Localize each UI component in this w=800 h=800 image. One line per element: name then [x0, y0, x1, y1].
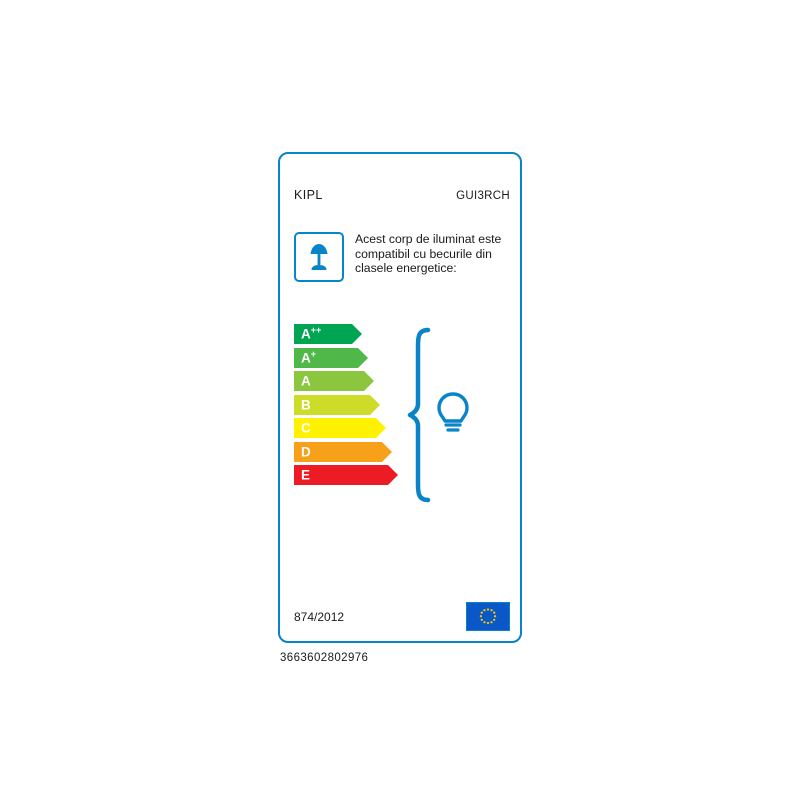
energy-class-label: B	[301, 397, 311, 413]
energy-class-label: D	[301, 444, 311, 460]
energy-class-label: A	[301, 326, 311, 342]
energy-class-label: C	[301, 420, 311, 436]
energy-class-row	[294, 418, 376, 438]
energy-class-row	[294, 348, 358, 368]
intro-block	[294, 232, 512, 282]
energy-class-label: A	[301, 373, 311, 389]
brand-name: KIPL	[294, 188, 323, 202]
energy-class-sup: +	[310, 348, 317, 359]
energy-class-row	[294, 324, 352, 344]
energy-class-label: E	[301, 467, 311, 483]
energy-class-row	[294, 395, 370, 415]
energy-label-card	[278, 152, 522, 643]
energy-class-row	[294, 442, 382, 462]
energy-class-row	[294, 465, 388, 485]
energy-class-row	[294, 371, 364, 391]
model-code: GUI3RCH	[456, 190, 510, 202]
eu-flag-icon	[466, 602, 510, 631]
energy-class-ladder	[294, 324, 394, 489]
label-footer	[294, 602, 510, 631]
barcode-number: 3663602802976	[280, 652, 369, 664]
table-lamp-icon	[294, 232, 344, 282]
intro-text: Acest corp de iluminat este compatibil cu becurile din clasele energetice:	[355, 232, 502, 276]
energy-class-label: A	[301, 350, 311, 366]
regulation-number: 874/2012	[294, 609, 345, 624]
label-header	[294, 188, 510, 202]
energy-class-sup: ++	[310, 325, 322, 336]
light-bulb-icon	[439, 394, 467, 430]
compatibility-bracket	[406, 326, 502, 504]
